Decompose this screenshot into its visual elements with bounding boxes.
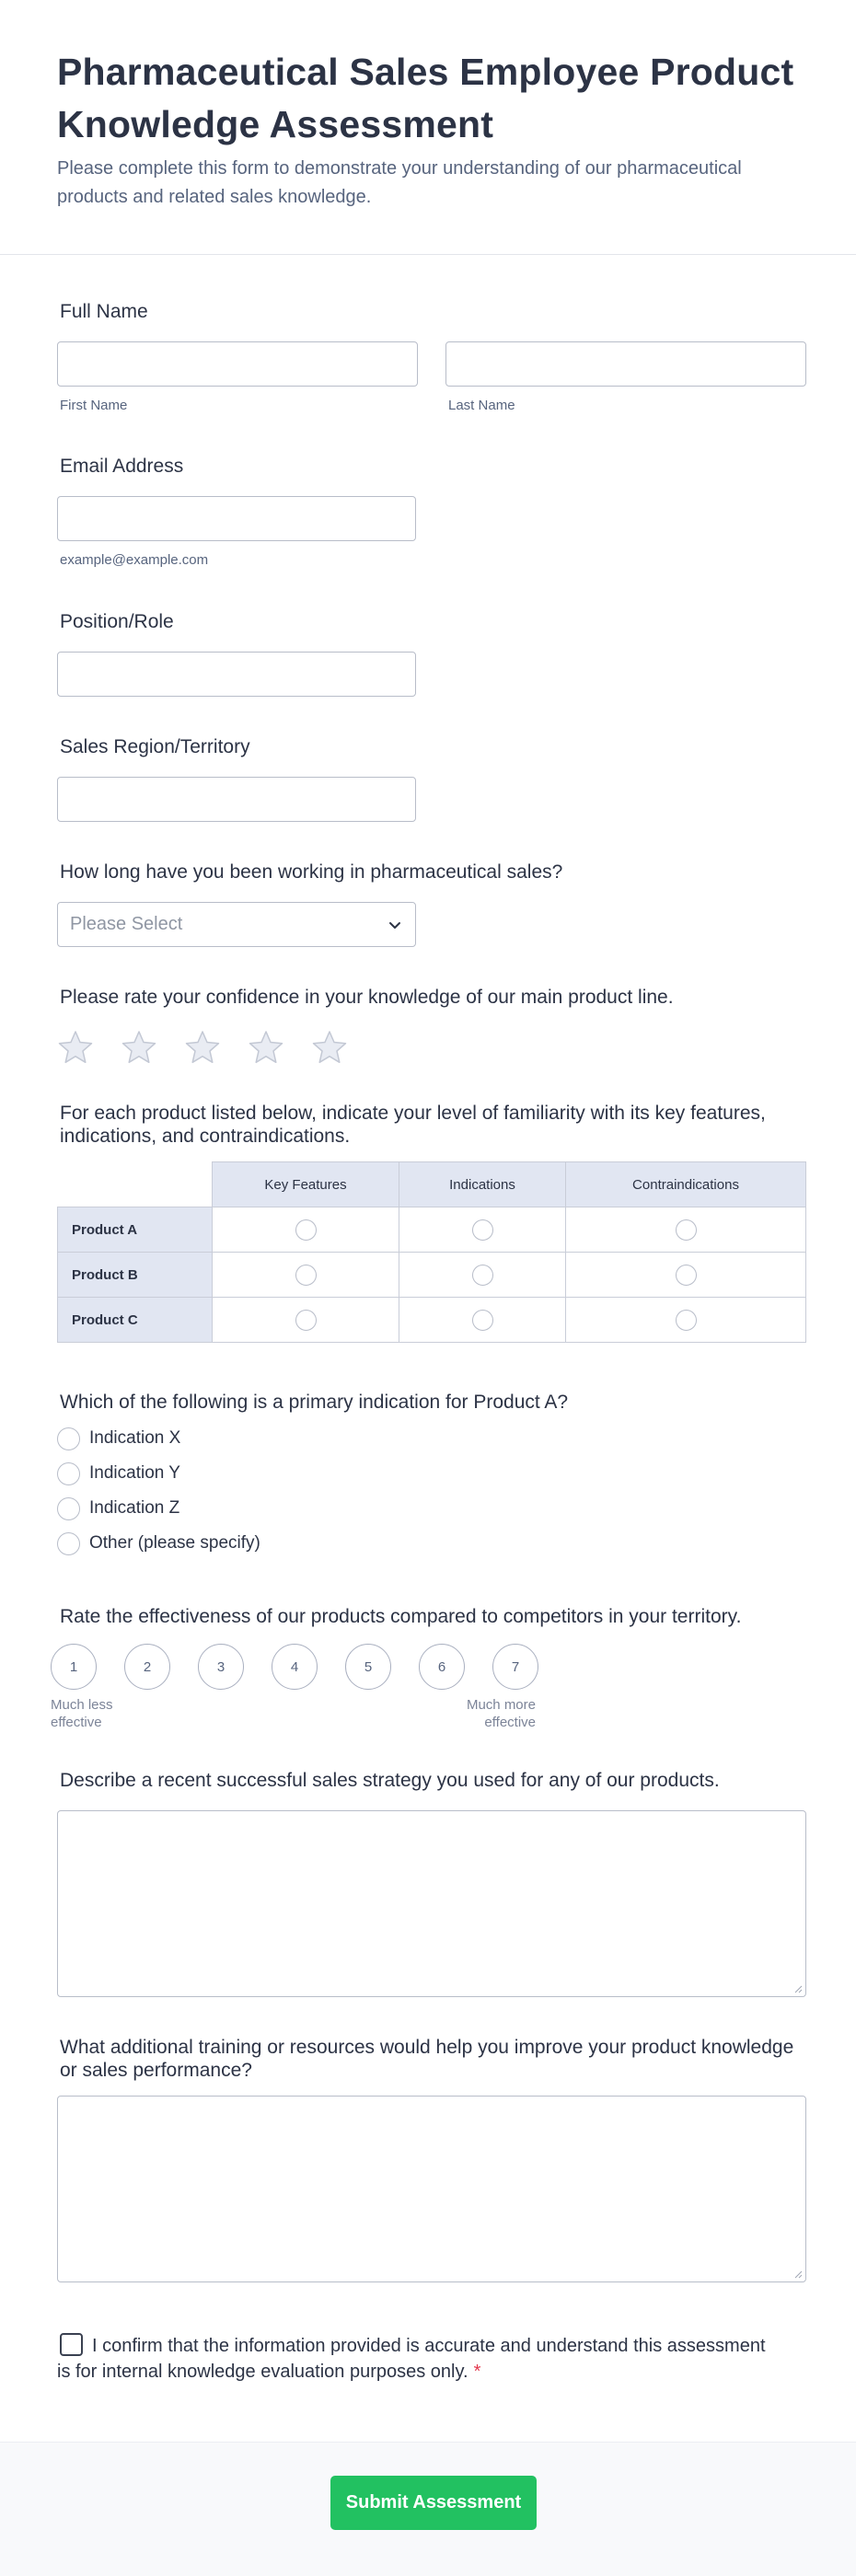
scale-option[interactable]: 2: [124, 1644, 170, 1690]
star-icon[interactable]: [311, 1029, 348, 1066]
matrix-column-header: Contraindications: [566, 1162, 806, 1207]
tenure-label: How long have you been working in pharmaceutical sales?: [60, 861, 563, 883]
matrix-radio[interactable]: [295, 1310, 317, 1331]
form-subtitle: Please complete this form to demonstrate your understanding of our pharmaceutical products and related sales knowledge.: [57, 158, 742, 207]
position-label: Position/Role: [60, 611, 174, 632]
required-mark: *: [473, 2362, 481, 2382]
region-question: [57, 735, 416, 822]
option-label: Indication Z: [89, 1498, 180, 1518]
star-icon[interactable]: [57, 1029, 94, 1066]
star-rating: [57, 1029, 674, 1066]
familiarity-label: For each product listed below, indicate your level of familiarity with its key features, indications, and contraindications.: [60, 1103, 766, 1147]
matrix-radio[interactable]: [295, 1219, 317, 1241]
scale-option[interactable]: 1: [51, 1644, 97, 1690]
matrix-corner: [58, 1162, 213, 1207]
indication-option[interactable]: [57, 1526, 568, 1561]
email-input[interactable]: [57, 496, 416, 541]
tenure-question: [57, 861, 562, 947]
submit-button[interactable]: Submit Assessment: [330, 2476, 537, 2530]
training-question: [57, 2036, 806, 2282]
strategy-label: Describe a recent successful sales strategy you used for any of our products.: [60, 1770, 720, 1791]
star-icon[interactable]: [248, 1029, 284, 1066]
matrix-radio[interactable]: [295, 1265, 317, 1286]
strategy-question: [57, 1769, 806, 1997]
matrix-radio[interactable]: [472, 1219, 493, 1241]
last-name-sublabel: Last Name: [448, 398, 515, 413]
confirmation-checkbox[interactable]: [60, 2333, 83, 2356]
scale-max-caption: Much more effective: [466, 1697, 536, 1730]
email-sublabel: example@example.com: [60, 552, 209, 568]
indication-option[interactable]: [57, 1421, 568, 1456]
indication-label: Which of the following is a primary indication for Product A?: [60, 1392, 569, 1413]
indication-options: [57, 1421, 568, 1561]
star-icon[interactable]: [184, 1029, 221, 1066]
radio-button[interactable]: [57, 1497, 80, 1520]
indication-question: [57, 1391, 568, 1561]
familiarity-question: [57, 1102, 806, 1343]
strategy-textarea[interactable]: [57, 1810, 806, 1997]
matrix-radio[interactable]: [472, 1310, 493, 1331]
confirmation-field: [57, 2333, 775, 2385]
form-title: Pharmaceutical Sales Employee Product Knowledge Assessment: [57, 51, 794, 145]
last-name-input[interactable]: [445, 341, 806, 387]
effectiveness-label: Rate the effectiveness of our products compared to competitors in your territory.: [60, 1606, 742, 1627]
email-label: Email Address: [60, 456, 184, 477]
indication-option[interactable]: [57, 1491, 568, 1526]
matrix-radio[interactable]: [472, 1265, 493, 1286]
radio-button[interactable]: [57, 1462, 80, 1485]
full-name-label: Full Name: [60, 301, 148, 322]
confirmation-text: I confirm that the information provided is accurate and understand this assessment is for internal knowledge evaluation purposes only.: [57, 2336, 766, 2382]
radio-button[interactable]: [57, 1427, 80, 1450]
star-icon[interactable]: [121, 1029, 157, 1066]
email-question: [57, 455, 416, 568]
form-footer: [0, 2442, 856, 2576]
radio-button[interactable]: [57, 1532, 80, 1555]
matrix-row: [58, 1207, 806, 1253]
option-label: Indication Y: [89, 1463, 180, 1483]
first-name-input[interactable]: [57, 341, 418, 387]
full-name-question: [57, 300, 806, 413]
matrix-row-header: Product A: [58, 1207, 213, 1253]
matrix-row-header: Product C: [58, 1298, 213, 1343]
confidence-label: Please rate your confidence in your knowledge of our main product line.: [60, 987, 674, 1008]
matrix-column-header: Key Features: [213, 1162, 399, 1207]
scale-min-caption: Much less effective: [51, 1697, 113, 1730]
scale-option[interactable]: 7: [492, 1644, 538, 1690]
option-label: Indication X: [89, 1428, 181, 1448]
scale-option[interactable]: 4: [272, 1644, 318, 1690]
matrix-radio[interactable]: [676, 1219, 697, 1241]
resize-handle-icon[interactable]: [793, 1984, 803, 1993]
form-header: [0, 0, 856, 255]
scale-option[interactable]: 6: [419, 1644, 465, 1690]
first-name-sublabel: First Name: [60, 398, 128, 413]
confidence-question: [57, 986, 674, 1066]
matrix-column-header: Indications: [399, 1162, 566, 1207]
matrix-radio[interactable]: [676, 1310, 697, 1331]
indication-option[interactable]: [57, 1456, 568, 1491]
tenure-select[interactable]: [57, 902, 416, 947]
resize-handle-icon[interactable]: [793, 2270, 803, 2279]
chevron-down-icon: [388, 918, 402, 932]
matrix-row: [58, 1253, 806, 1298]
matrix-row-header: Product B: [58, 1253, 213, 1298]
scale-option[interactable]: 5: [345, 1644, 391, 1690]
position-input[interactable]: [57, 652, 416, 697]
matrix-row: [58, 1298, 806, 1343]
scale-option[interactable]: 3: [198, 1644, 244, 1690]
tenure-selected-value: Please Select: [70, 914, 183, 934]
option-label: Other (please specify): [89, 1533, 260, 1553]
effectiveness-scale: [51, 1644, 538, 1690]
effectiveness-question: [57, 1605, 741, 1628]
region-input[interactable]: [57, 777, 416, 822]
region-label: Sales Region/Territory: [60, 736, 250, 757]
training-label: What additional training or resources would help you improve your product knowledge or sales performance?: [60, 2037, 794, 2081]
position-question: [57, 610, 416, 697]
matrix-radio[interactable]: [676, 1265, 697, 1286]
familiarity-matrix: [57, 1161, 806, 1343]
training-textarea[interactable]: [57, 2096, 806, 2282]
